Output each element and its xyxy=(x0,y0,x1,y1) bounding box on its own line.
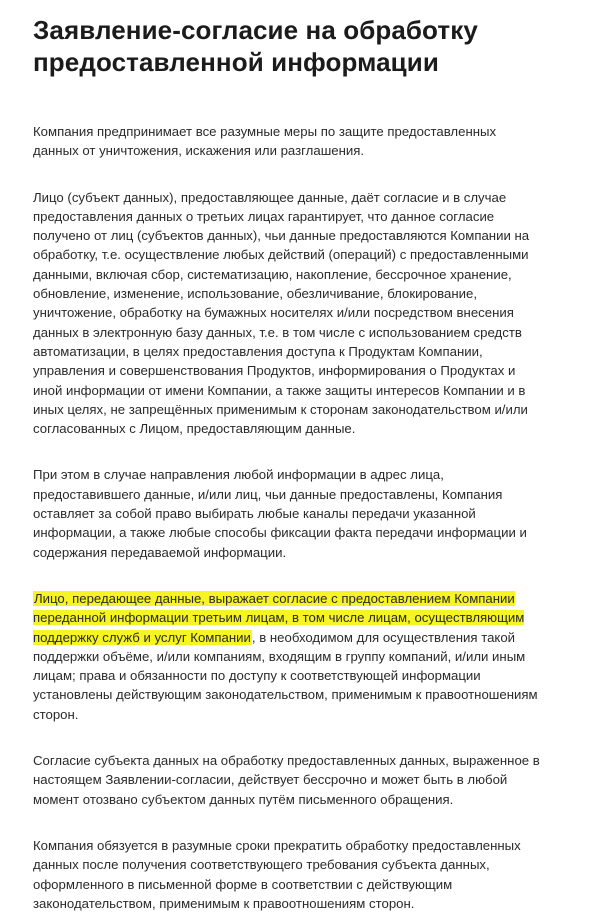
paragraph-third-party-transfer-rest: , в необходимом для осуществления такой поддержки объёме, и/или компаниям, входящим в группу компаний, и/или иным лицам; права и обязанности по доступу к соответствующей информации установлены действующим законодательством, применимым к правоотношениям сторон. xyxy=(33,629,538,722)
paragraph-information-channels: При этом в случае направления любой информации в адрес лица, предоставившего данные, и/или лиц, чьи данные предоставлены, Компания оставляет за собой право выбирать любые каналы передачи указанной информации, а также любые способы фиксации факта передачи информации и содержания передаваемой информации. xyxy=(33,467,527,560)
paragraph-processing-termination: Компания обязуется в разумные сроки прекратить обработку предоставленных данных после получения соответствующего требования субъекта данных, оформленного в письменной форме в соответствии с действующим законодательством, применимым к правоотношениям сторон. xyxy=(33,837,521,911)
highlighted-consent-text: Лицо, передающее данные, выражает согласие с предоставлением Компании переданной информации третьим лицам, в том числе лицам, осуществляющим поддержку служб и услуг Компании xyxy=(33,590,525,645)
paragraph-consent-scope: Лицо (субъект данных), предоставляющее данные, даёт согласие и в случае предоставления данных о третьих лицах гарантирует, что данное согласие получено от лиц (субъектов данных), чьи данные предоставляются Компании на обработку, т.е. осуществление любых действий (операций) с предоставленными данными, включая сбор, систематизацию, накопление, бессрочное хранение, обновление, изменение, использование, обезличивание, блокирование, уничтожение, обработку на бумажных носителях и/или посредством внесения данных в электронную базу данных, т.е. в том числе с использованием средств автоматизации, в целях предоставления доступа к Продуктам Компании, управления и совершенствования Продуктов, информирования о Продуктах и иной информации от имени Компании, а также защиты интересов Компании и в иных целях, не запрещённых применимым к сторонам законодательством и/или согласованных с Лицом, предоставляющим данные. xyxy=(33,189,530,437)
document-title: Заявление-согласие на обработку предоставленной информации xyxy=(33,15,478,77)
paragraph-third-party-transfer xyxy=(33,589,540,724)
paragraph-data-protection: Компания предпринимает все разумные меры по защите предоставленных данных от уничтожения, искажения или разглашения. xyxy=(33,124,497,159)
paragraph-consent-validity: Согласие субъекта данных на обработку предоставленных данных, выраженное в настоящем Заявлении-согласии, действует бессрочно и может быть в любой момент отозвано субъектом данных путём письменного обращения. xyxy=(33,753,540,807)
